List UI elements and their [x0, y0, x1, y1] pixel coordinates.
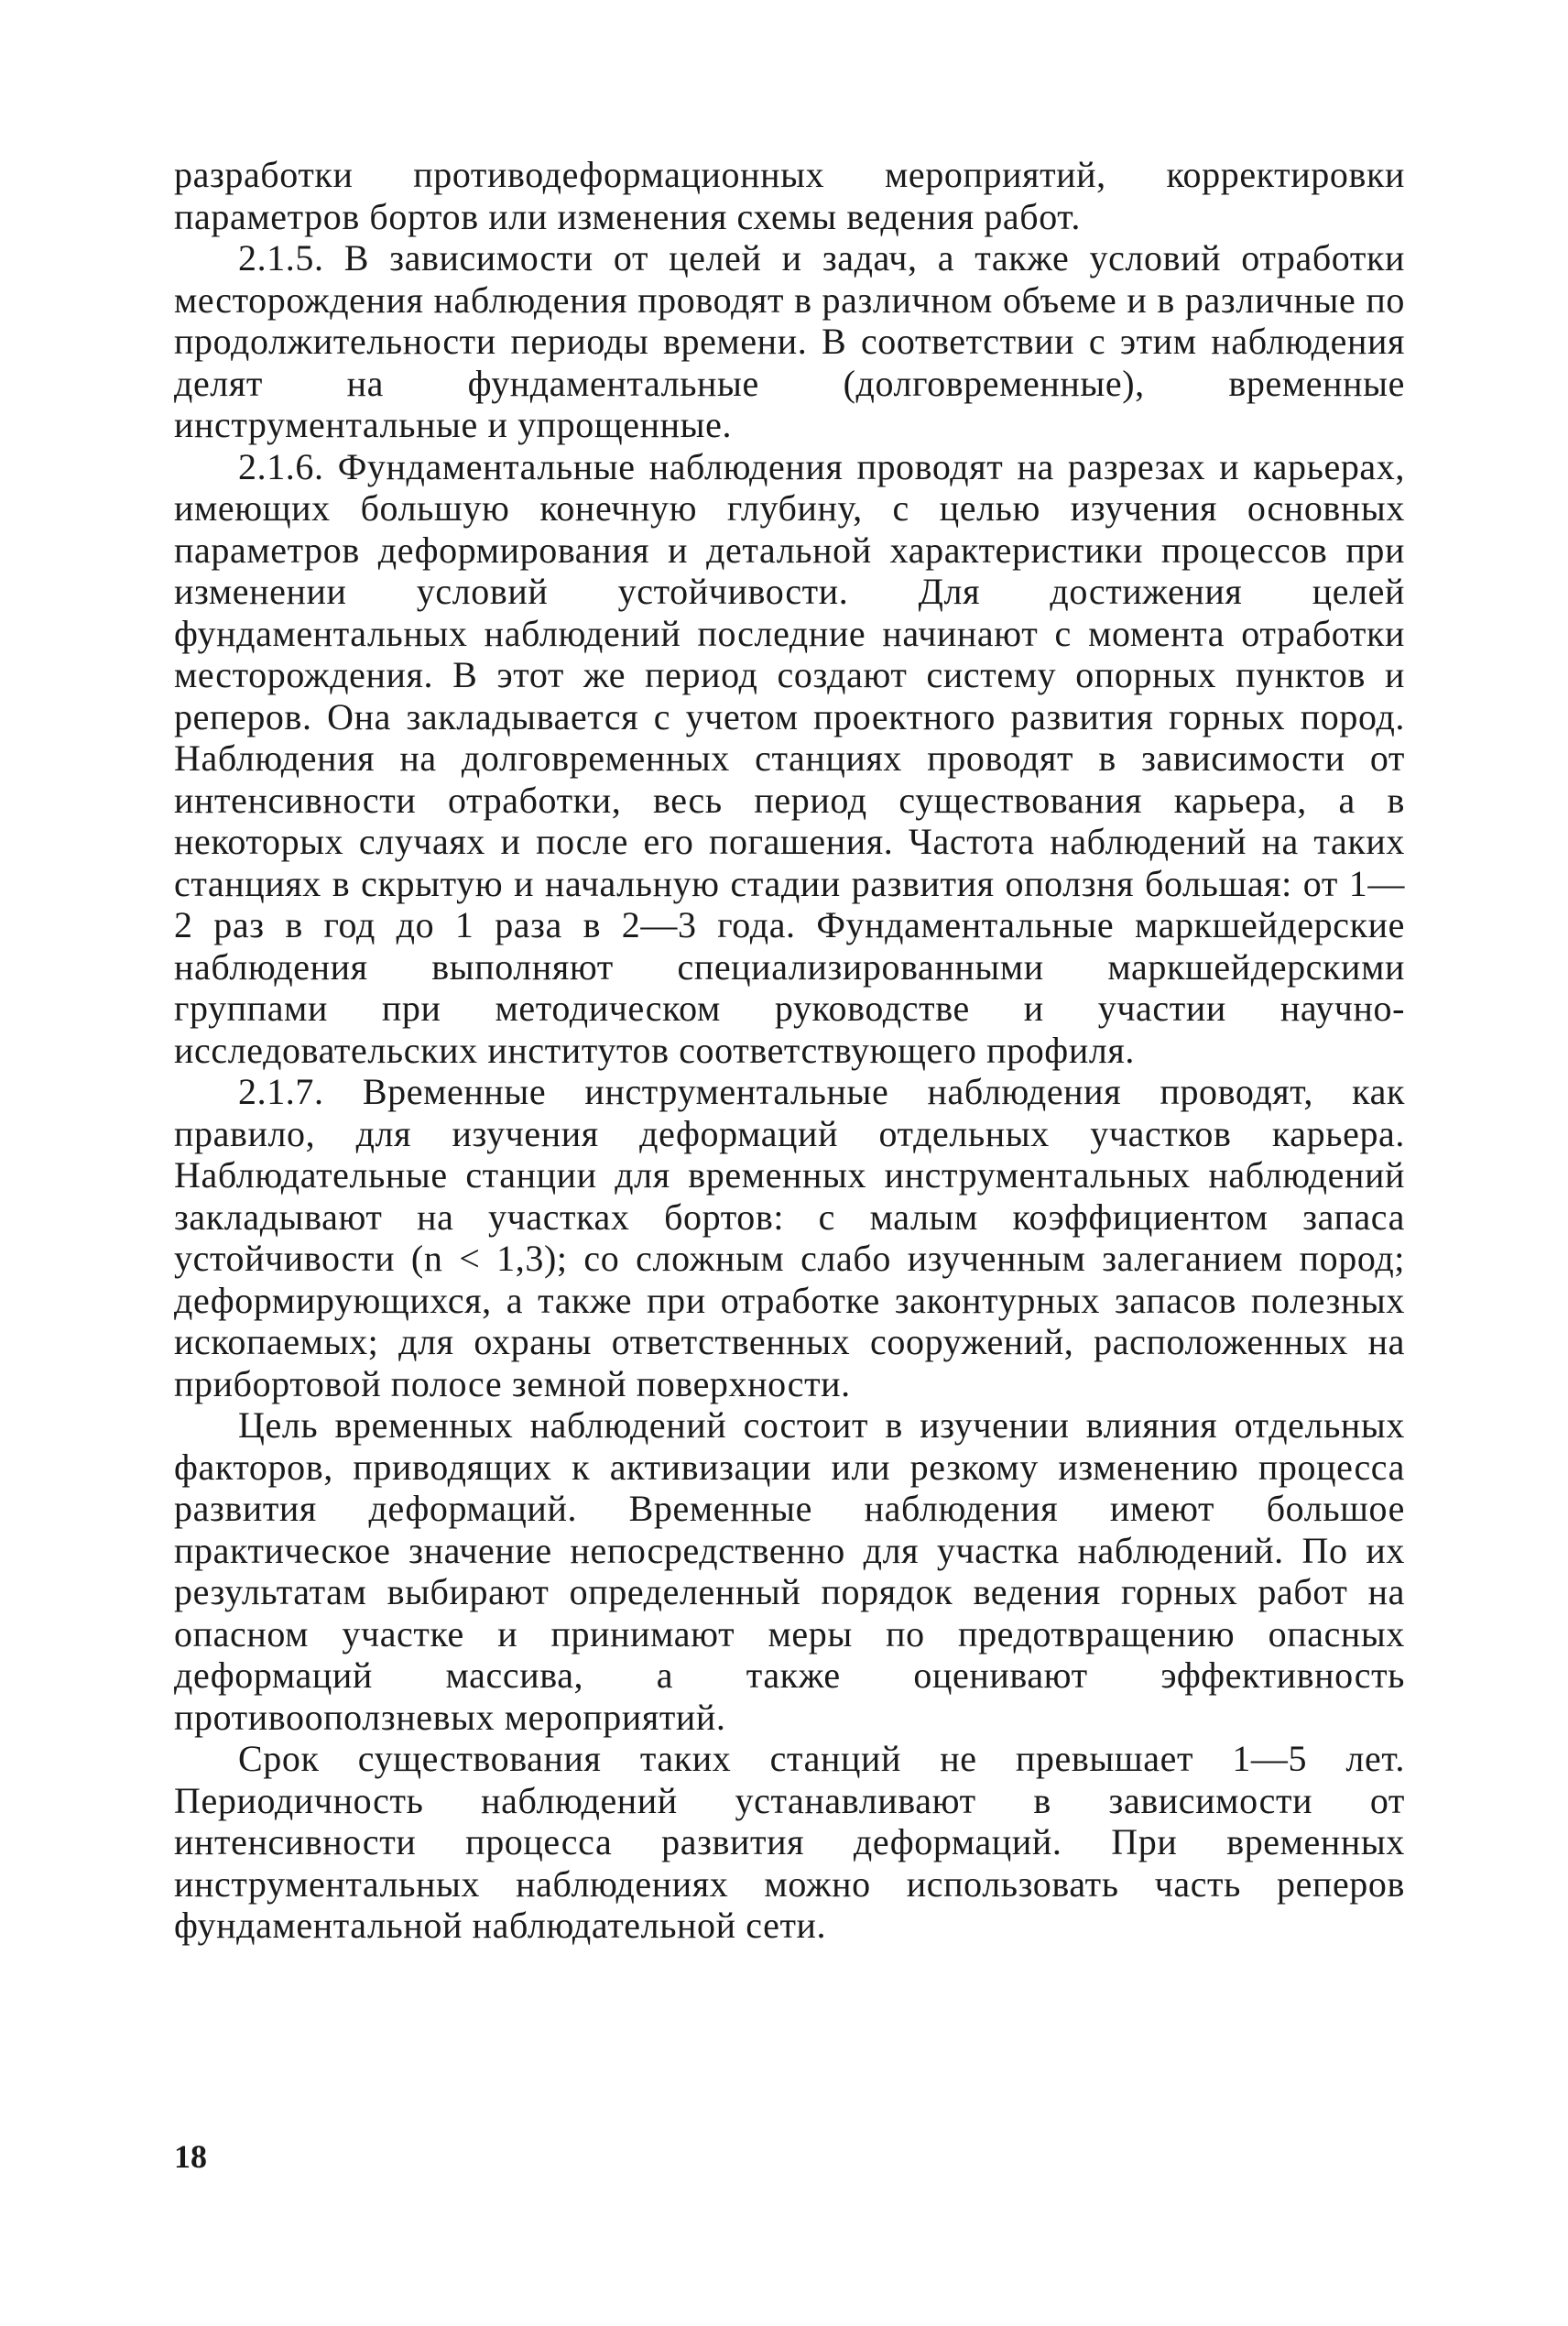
- paragraph-continuation: разработки противодеформационных мероприятий, корректировки параметров бортов или изменения схемы ведения работ.: [174, 154, 1405, 237]
- paragraph-2-1-7: 2.1.7. Временные инструментальные наблюдения проводят, как правило, для изучения деформаций отдельных участков карьера. Наблюдательные станции для временных инструментальных наблюдений закладывают на участках бортов: с малым коэффициентом запаса устойчивости (n < 1,3); со сложным слабо изученным залеганием пород; деформирующихся, а также при отработке законтурных запасов полезных ископаемых; для охраны ответственных сооружений, расположенных на прибортовой полосе земной поверхности.: [174, 1071, 1405, 1404]
- paragraph-station-lifetime: Срок существования таких станций не превышает 1—5 лет. Периодичность наблюдений устанавливают в зависимости от интенсивности процесса развития деформаций. При временных инструментальных наблюдениях можно использовать часть реперов фундаментальной наблюдательной сети.: [174, 1738, 1405, 1946]
- page-number: 18: [174, 2138, 207, 2175]
- paragraph-2-1-5: 2.1.5. В зависимости от целей и задач, а также условий отработки месторождения наблюдения проводят в различном объеме и в различные по продолжительности периоды времени. В соответствии с этим наблюдения делят на фундаментальные (долговременные), временные инструментальные и упрощенные.: [174, 237, 1405, 445]
- paragraph-temporary-observations-goal: Цель временных наблюдений состоит в изучении влияния отдельных факторов, приводящих к активизации или резкому изменению процесса развития деформаций. Временные наблюдения имеют большое практическое значение непосредственно для участка наблюдений. По их результатам выбирают определенный порядок ведения горных работ на опасном участке и принимают меры по предотвращению опасных деформаций массива, а также оценивают эффективность противооползневых мероприятий.: [174, 1404, 1405, 1738]
- page-body: [174, 154, 1405, 1947]
- paragraph-2-1-6: 2.1.6. Фундаментальные наблюдения проводят на разрезах и карьерах, имеющих большую конечную глубину, с целью изучения основных параметров деформирования и детальной характеристики процессов при изменении условий устойчивости. Для достижения целей фундаментальных наблюдений последние начинают с момента отработки месторождения. В этот же период создают систему опорных пунктов и реперов. Она закладывается с учетом проектного развития горных пород. Наблюдения на долговременных станциях проводят в зависимости от интенсивности отработки, весь период существования карьера, а в некоторых случаях и после его погашения. Частота наблюдений на таких станциях в скрытую и начальную стадии развития оползня большая: от 1—2 раз в год до 1 раза в 2—3 года. Фундаментальные маркшейдерские наблюдения выполняют специализированными маркшейдерскими группами при методическом руководстве и участии научно-исследовательских институтов соответствующего профиля.: [174, 445, 1405, 1071]
